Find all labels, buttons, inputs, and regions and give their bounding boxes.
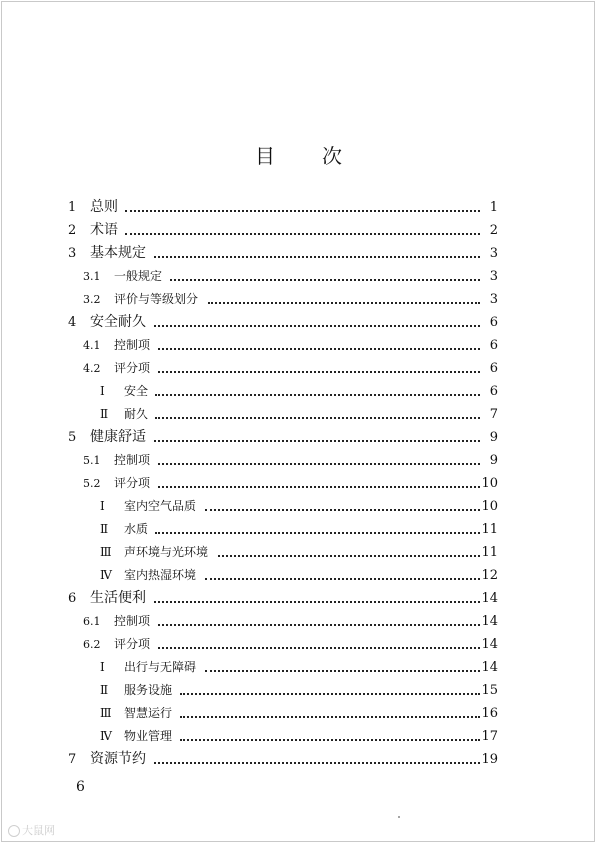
toc-entry-label: 评价与等级划分 <box>114 288 202 311</box>
toc-entry[interactable] <box>0 656 598 679</box>
toc-entry-number: 5.2 <box>83 477 101 490</box>
title-char-2: 次 <box>322 144 343 168</box>
toc-entry-page: 9 <box>489 430 498 445</box>
toc-entry[interactable] <box>0 403 598 426</box>
toc-entry-number: 4.1 <box>83 339 101 352</box>
toc-entry-number: Ⅲ <box>100 545 112 559</box>
toc-entry-page: 2 <box>489 223 498 238</box>
toc-leader-dots <box>205 574 480 580</box>
watermark <box>8 822 55 838</box>
toc-entry-label: 物业管理 <box>124 725 176 748</box>
toc-entry-label: 健康舒适 <box>90 426 150 449</box>
toc-entry[interactable] <box>0 380 598 403</box>
toc-entry[interactable] <box>0 748 598 771</box>
toc-entry-page: 14 <box>481 591 498 606</box>
toc-leader-dots <box>158 344 481 350</box>
toc-entry-number: Ⅳ <box>100 729 112 743</box>
toc-entry-page: 14 <box>481 637 498 652</box>
toc-entry-page: 16 <box>481 706 498 721</box>
toc-entry[interactable] <box>0 288 598 311</box>
toc-entry-page: 10 <box>481 499 498 514</box>
toc-entry[interactable] <box>0 679 598 702</box>
toc-entry-label: 评分项 <box>114 357 154 380</box>
toc-leader-dots <box>154 758 480 764</box>
toc-entry[interactable] <box>0 426 598 449</box>
toc-entry[interactable] <box>0 196 598 219</box>
toc-entry-label: 智慧运行 <box>124 702 176 725</box>
toc-entry-number: 6 <box>68 591 77 606</box>
toc-entry-label: 出行与无障碍 <box>124 656 200 679</box>
toc-leader-dots <box>155 413 480 419</box>
toc-entry[interactable] <box>0 334 598 357</box>
toc-entry-label: 控制项 <box>114 610 154 633</box>
toc-entry-number: 4 <box>68 315 77 330</box>
toc-entry[interactable] <box>0 541 598 564</box>
watermark-text: 大鼠网 <box>22 824 55 837</box>
toc-entry[interactable] <box>0 702 598 725</box>
toc-leader-dots <box>218 551 481 557</box>
toc-entry-label: 水质 <box>124 518 152 541</box>
toc-entry-page: 14 <box>481 660 498 675</box>
toc-entry-label: 室内空气品质 <box>124 495 200 518</box>
toc-entry-number: Ⅱ <box>100 522 109 536</box>
toc-leader-dots <box>155 528 480 534</box>
toc-entry-label: 服务设施 <box>124 679 176 702</box>
toc-entry-page: 6 <box>489 384 498 399</box>
toc-entry-page: 3 <box>489 246 498 261</box>
toc-entry[interactable] <box>0 633 598 656</box>
toc-entry[interactable] <box>0 610 598 633</box>
toc-entry-page: 9 <box>489 453 498 468</box>
toc-entry[interactable] <box>0 242 598 265</box>
toc-entry-number: 6.1 <box>83 615 101 628</box>
toc-entry-page: 12 <box>481 568 498 583</box>
toc-entry-label: 控制项 <box>114 449 154 472</box>
toc-leader-dots <box>158 620 481 626</box>
toc-entry-label: 资源节约 <box>90 748 150 771</box>
toc-leader-dots <box>154 321 480 327</box>
toc-entry-number: Ⅳ <box>100 568 112 582</box>
toc-entry[interactable] <box>0 449 598 472</box>
toc-leader-dots <box>208 298 481 304</box>
page-title <box>0 140 598 169</box>
toc-entry-number: 5 <box>68 430 77 445</box>
toc-entry-label: 评分项 <box>114 472 154 495</box>
toc-entry-page: 19 <box>481 752 498 767</box>
title-char-1: 目 <box>255 144 276 168</box>
toc-entry-page: 1 <box>489 200 498 215</box>
toc-entry-label: 室内热湿环境 <box>124 564 200 587</box>
toc-leader-dots <box>180 735 480 741</box>
toc-leader-dots <box>170 275 480 281</box>
toc-leader-dots <box>125 229 480 235</box>
toc-entry-number: 3.1 <box>83 270 101 283</box>
toc-entry-page: 3 <box>489 269 498 284</box>
toc-entry-page: 6 <box>489 361 498 376</box>
toc-leader-dots <box>180 689 480 695</box>
toc-leader-dots <box>158 459 481 465</box>
toc-entry-number: 6.2 <box>83 638 101 651</box>
toc-leader-dots <box>205 666 480 672</box>
toc-entry-number: Ⅱ <box>100 407 109 421</box>
toc-leader-dots <box>155 390 480 396</box>
toc-entry-page: 11 <box>481 522 498 537</box>
toc-entry[interactable] <box>0 265 598 288</box>
toc-entry-label: 声环境与光环境 <box>124 541 212 564</box>
toc-entry-number: 5.1 <box>83 454 101 467</box>
toc-entry-number: 2 <box>68 223 77 238</box>
toc-entry[interactable] <box>0 725 598 748</box>
toc-entry-page: 14 <box>481 614 498 629</box>
toc-leader-dots <box>125 206 480 212</box>
toc-entry-page: 11 <box>481 545 498 560</box>
toc-entry-label: 耐久 <box>124 403 152 426</box>
footer-page-number: 6 <box>76 779 85 795</box>
toc-leader-dots <box>180 712 480 718</box>
toc-entry-number: Ⅰ <box>100 499 105 513</box>
toc-entry-number: 7 <box>68 752 77 767</box>
toc-entry[interactable] <box>0 518 598 541</box>
toc-entry-label: 一般规定 <box>114 265 166 288</box>
toc-entry-label: 安全耐久 <box>90 311 150 334</box>
toc-entry[interactable] <box>0 564 598 587</box>
toc-entry-label: 总则 <box>90 196 122 219</box>
toc-entry-page: 17 <box>481 729 498 744</box>
toc-entry-page: 6 <box>489 338 498 353</box>
toc-leader-dots <box>205 505 480 511</box>
toc-leader-dots <box>158 367 481 373</box>
toc-entry[interactable] <box>0 495 598 518</box>
toc-leader-dots <box>158 482 481 488</box>
toc-entry-label: 评分项 <box>114 633 154 656</box>
toc-entry-page: 15 <box>481 683 498 698</box>
toc-leader-dots <box>154 436 480 442</box>
toc-entry[interactable] <box>0 587 598 610</box>
watermark-icon <box>8 825 20 837</box>
toc-entry-page: 10 <box>481 476 498 491</box>
toc-entry-label: 生活便利 <box>90 587 150 610</box>
toc-entry-number: Ⅰ <box>100 384 105 398</box>
toc-entry-number: 3 <box>68 246 77 261</box>
toc-entry-label: 术语 <box>90 219 122 242</box>
toc-leader-dots <box>154 252 480 258</box>
toc-entry[interactable] <box>0 219 598 242</box>
toc-entry-number: 4.2 <box>83 362 101 375</box>
toc-entry-label: 基本规定 <box>90 242 150 265</box>
toc-entry-label: 安全 <box>124 380 152 403</box>
toc-entry-number: 3.2 <box>83 293 101 306</box>
scan-speck <box>398 816 400 818</box>
toc-entry[interactable] <box>0 357 598 380</box>
toc-entry[interactable] <box>0 311 598 334</box>
toc-entry-number: Ⅰ <box>100 660 105 674</box>
toc-entry-number: 1 <box>68 200 77 215</box>
toc-entry-number: Ⅲ <box>100 706 112 720</box>
toc-entry-label: 控制项 <box>114 334 154 357</box>
toc-entry-page: 7 <box>489 407 498 422</box>
toc-leader-dots <box>154 597 480 603</box>
toc-entry[interactable] <box>0 472 598 495</box>
toc-entry-number: Ⅱ <box>100 683 109 697</box>
toc-entry-page: 6 <box>489 315 498 330</box>
toc-entry-page: 3 <box>489 292 498 307</box>
toc-leader-dots <box>158 643 481 649</box>
